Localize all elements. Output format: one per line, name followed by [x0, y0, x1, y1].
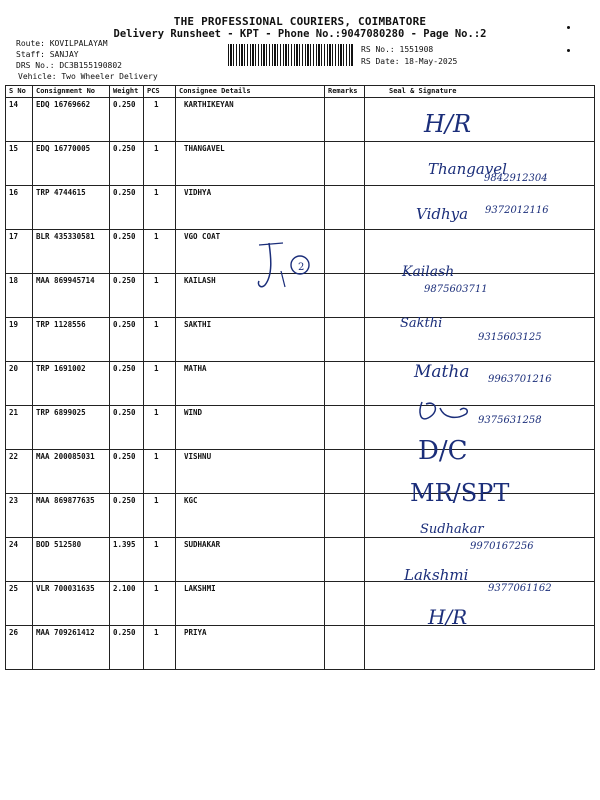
cell-consignment: VLR 700031635 — [33, 582, 110, 626]
cell-consignment: EDQ 16770005 — [33, 142, 110, 186]
cell-weight: 0.250 — [110, 274, 144, 318]
cell-sno: 19 — [6, 318, 33, 362]
cell-consignee: PRIYA — [176, 626, 325, 670]
cell-pcs: 1 — [144, 450, 176, 494]
table-row — [6, 406, 595, 450]
staff-label: Staff: SANJAY — [16, 50, 79, 59]
cell-signature — [365, 230, 595, 274]
cell-consignee: VGO COAT — [176, 230, 325, 274]
cell-remarks — [325, 230, 365, 274]
cell-pcs: 1 — [144, 98, 176, 142]
col-header-signature: Seal & Signature — [365, 86, 595, 98]
col-header-remarks: Remarks — [325, 86, 365, 98]
cell-sno: 26 — [6, 626, 33, 670]
cell-consignment: TRP 4744615 — [33, 186, 110, 230]
phone-thangavel: 9842912304 — [484, 173, 548, 184]
cell-consignee: KARTHIKEYAN — [176, 98, 325, 142]
cell-signature — [365, 362, 595, 406]
phone-kailash: 9875603711 — [424, 284, 488, 295]
cell-consignment: BOD 512580 — [33, 538, 110, 582]
col-header-consignee: Consignee Details — [176, 86, 325, 98]
rs-date: RS Date: 18-May-2025 — [361, 57, 458, 66]
cell-signature — [365, 274, 595, 318]
handwritten-hr-2: H/R — [428, 605, 468, 629]
signature-sakthi: Sakthi — [400, 316, 443, 331]
signature-kailash: Kailash — [402, 264, 455, 280]
cell-consignee: WIND — [176, 406, 325, 450]
vehicle-label: Vehicle: Two Wheeler Delivery — [18, 72, 158, 81]
col-header-sno: S No — [6, 86, 33, 98]
table-header-row — [6, 86, 595, 98]
signature-vidhya: Vidhya — [416, 205, 469, 223]
cell-consignment: TRP 6899025 — [33, 406, 110, 450]
col-header-consignment: Consignment No — [33, 86, 110, 98]
cell-weight: 0.250 — [110, 142, 144, 186]
cell-remarks — [325, 450, 365, 494]
cell-signature — [365, 582, 595, 626]
cell-sno: 20 — [6, 362, 33, 406]
cell-sno: 18 — [6, 274, 33, 318]
cell-remarks — [325, 186, 365, 230]
table-row — [6, 98, 595, 142]
cell-pcs: 1 — [144, 582, 176, 626]
phone-sakthi: 9315603125 — [478, 332, 542, 343]
cell-weight: 0.250 — [110, 626, 144, 670]
cell-pcs: 1 — [144, 406, 176, 450]
cell-weight: 0.250 — [110, 406, 144, 450]
signature-thangavel: Thangavel — [428, 160, 507, 178]
cell-sno: 21 — [6, 406, 33, 450]
cell-remarks — [325, 494, 365, 538]
col-header-pcs: PCS — [144, 86, 176, 98]
cell-consignee: KAILASH — [176, 274, 325, 318]
rs-number: RS No.: 1551908 — [361, 45, 434, 54]
phone-lakshmi: 9377061162 — [488, 583, 552, 594]
page-title: THE PROFESSIONAL COURIERS, COIMBATORE — [173, 15, 427, 28]
cell-weight: 0.250 — [110, 318, 144, 362]
cell-weight: 0.250 — [110, 450, 144, 494]
cell-consignee: KGC — [176, 494, 325, 538]
cell-weight: 0.250 — [110, 98, 144, 142]
page-subtitle: Delivery Runsheet - KPT - Phone No.:9047080280 - Page No.:2 — [113, 28, 487, 40]
phone-sudhakar: 9970167256 — [470, 541, 534, 552]
cell-remarks — [325, 318, 365, 362]
cell-consignee: SAKTHI — [176, 318, 325, 362]
cell-consignee: VISHNU — [176, 450, 325, 494]
cell-consignment: BLR 435330581 — [33, 230, 110, 274]
scan-mark — [567, 49, 570, 52]
cell-pcs: 1 — [144, 186, 176, 230]
cell-consignment: TRP 1128556 — [33, 318, 110, 362]
cell-pcs: 1 — [144, 230, 176, 274]
cell-consignee: VIDHYA — [176, 186, 325, 230]
cell-weight: 2.100 — [110, 582, 144, 626]
cell-consignment: TRP 1691002 — [33, 362, 110, 406]
route-label: Route: KOVILPALAYAM — [16, 39, 108, 48]
cell-weight: 0.250 — [110, 362, 144, 406]
signature-matha: Matha — [414, 362, 470, 382]
cell-signature — [365, 626, 595, 670]
signature-sudhakar: Sudhakar — [420, 522, 484, 537]
cell-weight: 1.395 — [110, 538, 144, 582]
table-row — [6, 626, 595, 670]
circled-number: 2 — [298, 262, 305, 273]
cell-pcs: 1 — [144, 362, 176, 406]
cell-sno: 24 — [6, 538, 33, 582]
cell-remarks — [325, 582, 365, 626]
scan-mark — [567, 26, 570, 29]
cell-consignee: SUDHAKAR — [176, 538, 325, 582]
cell-sno: 25 — [6, 582, 33, 626]
cell-signature — [365, 98, 595, 142]
cell-sno: 22 — [6, 450, 33, 494]
col-header-weight: Weight — [110, 86, 144, 98]
handwritten-signature-scribble — [416, 398, 474, 426]
drs-number: DRS No.: DC3B155190802 — [16, 61, 122, 70]
cell-remarks — [325, 274, 365, 318]
cell-signature — [365, 406, 595, 450]
barcode — [228, 44, 354, 66]
handwritten-mr-spt: MR/SPT — [410, 479, 510, 507]
handwritten-bracket-mark — [255, 237, 317, 295]
cell-signature — [365, 186, 595, 230]
cell-consignee: LAKSHMI — [176, 582, 325, 626]
cell-remarks — [325, 98, 365, 142]
cell-sno: 17 — [6, 230, 33, 274]
phone-matha: 9963701216 — [488, 374, 552, 385]
cell-remarks — [325, 406, 365, 450]
cell-pcs: 1 — [144, 274, 176, 318]
cell-remarks — [325, 142, 365, 186]
cell-pcs: 1 — [144, 142, 176, 186]
cell-weight: 0.250 — [110, 186, 144, 230]
cell-consignment: MAA 869945714 — [33, 274, 110, 318]
cell-sno: 23 — [6, 494, 33, 538]
cell-sno: 16 — [6, 186, 33, 230]
signature-lakshmi: Lakshmi — [404, 566, 469, 584]
cell-consignment: MAA 869877635 — [33, 494, 110, 538]
cell-sno: 14 — [6, 98, 33, 142]
cell-consignee: THANGAVEL — [176, 142, 325, 186]
cell-remarks — [325, 362, 365, 406]
cell-pcs: 1 — [144, 494, 176, 538]
handwritten-dc: D/C — [418, 436, 468, 466]
phone-wind: 9375631258 — [478, 415, 542, 426]
cell-pcs: 1 — [144, 538, 176, 582]
cell-consignment: MAA 200085031 — [33, 450, 110, 494]
cell-pcs: 1 — [144, 626, 176, 670]
cell-weight: 0.250 — [110, 494, 144, 538]
phone-vidhya: 9372012116 — [485, 205, 549, 216]
cell-consignment: MAA 709261412 — [33, 626, 110, 670]
cell-remarks — [325, 538, 365, 582]
handwritten-hr: H/R — [424, 110, 472, 138]
cell-pcs: 1 — [144, 318, 176, 362]
cell-consignment: EDQ 16769662 — [33, 98, 110, 142]
cell-consignee: MATHA — [176, 362, 325, 406]
cell-remarks — [325, 626, 365, 670]
cell-sno: 15 — [6, 142, 33, 186]
cell-weight: 0.250 — [110, 230, 144, 274]
